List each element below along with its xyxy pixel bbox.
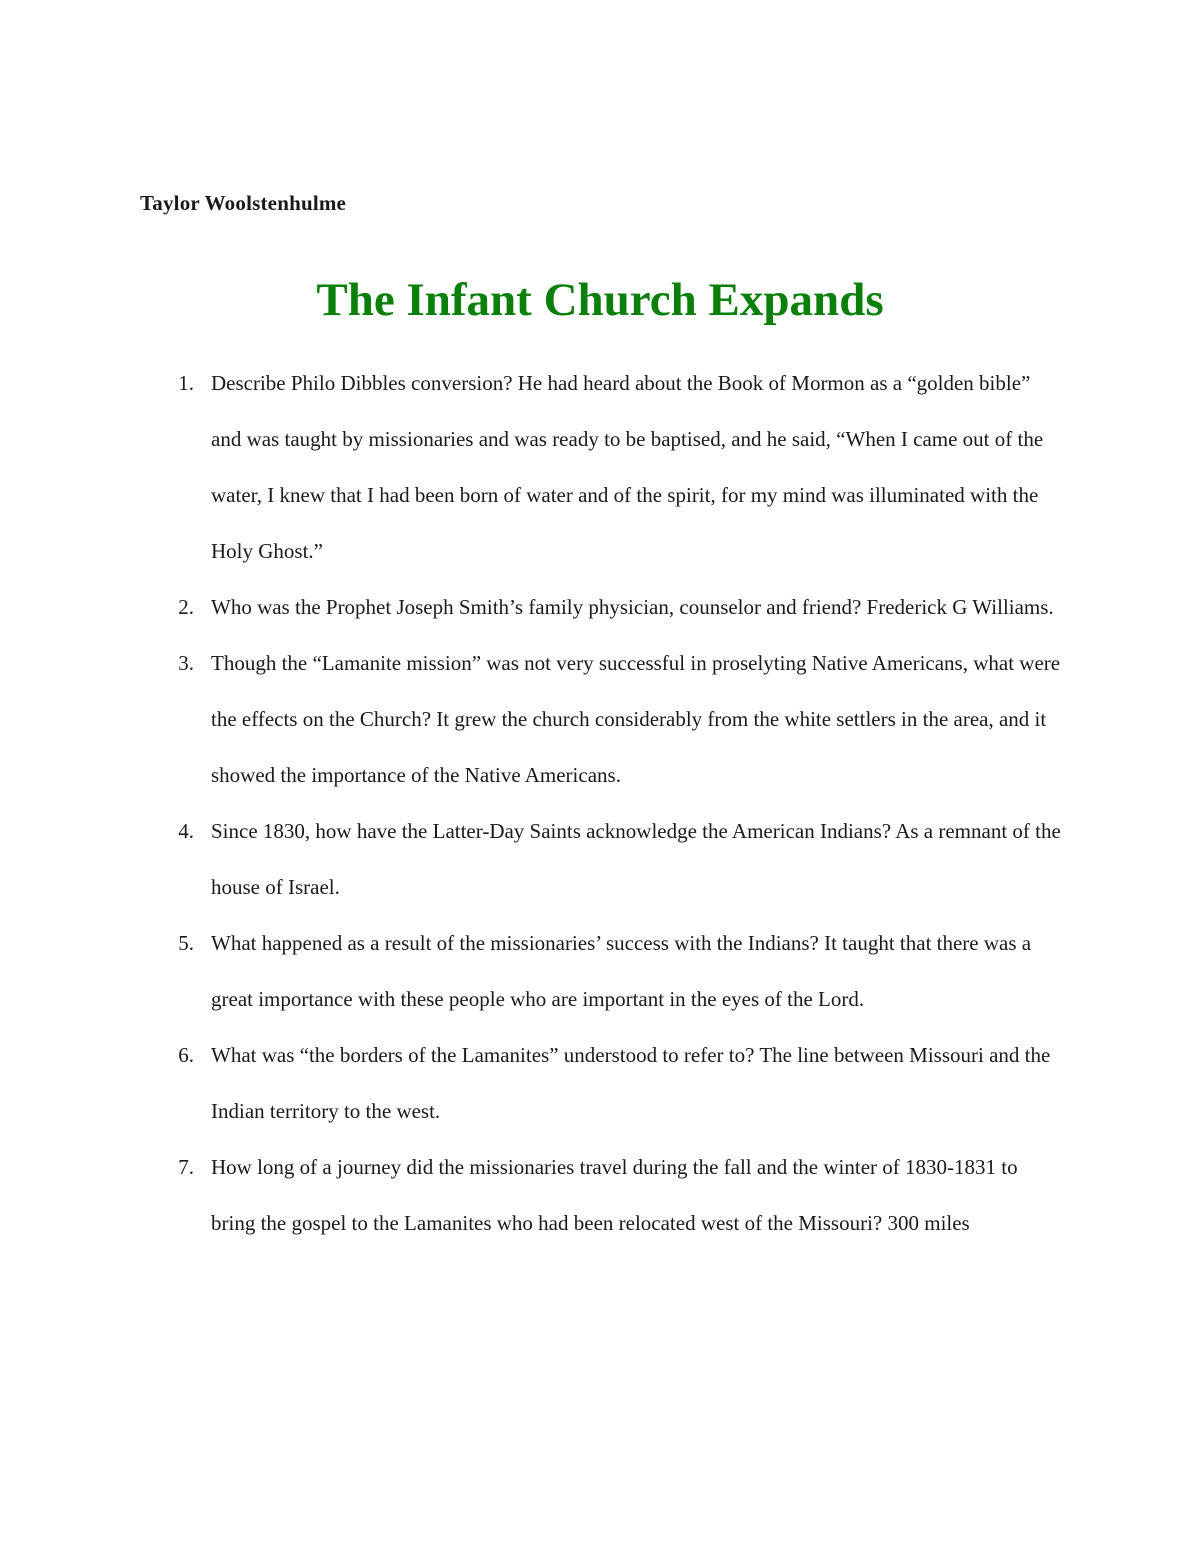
question-text: How long of a journey did the missionaries travel during the fall and the winter of 1830-1831 to bring the gospel to the Lamanites who had been relocated west of the Missouri? 300 miles [211,1155,1018,1235]
author-name: Taylor Woolstenhulme [140,191,347,215]
question-item-1 [0,355,1200,579]
question-text: Who was the Prophet Joseph Smith’s family physician, counselor and friend? Frederick G Williams. [211,595,1054,619]
question-number: 1. [178,371,194,395]
question-text: Since 1830, how have the Latter-Day Saints acknowledge the American Indians? As a remnant of the house of Israel. [211,819,1061,899]
question-item-5 [0,915,1200,1027]
question-number: 7. [178,1155,194,1179]
question-number: 6. [178,1043,194,1067]
question-text: Though the “Lamanite mission” was not very successful in proselyting Native Americans, what were the effects on the Church? It grew the church considerably from the white settlers in the area, and it showed the importance of the Native Americans. [211,651,1061,787]
question-number: 5. [178,931,194,955]
question-item-6 [0,1027,1200,1139]
question-text: What happened as a result of the missionaries’ success with the Indians? It taught that there was a great importance with these people who are important in the eyes of the Lord. [211,931,1032,1011]
question-item-4 [0,803,1200,915]
question-list [0,355,1200,1251]
question-number: 3. [178,651,194,675]
question-item-3 [0,635,1200,803]
question-item-2 [0,579,1200,635]
question-text: Describe Philo Dibbles conversion? He had heard about the Book of Mormon as a “golden bible” and was taught by missionaries and was ready to be baptised, and he said, “When I came out of the water, I knew that I had been born of water and of the spirit, for my mind was illuminated with the Holy Ghost.” [211,371,1044,563]
question-number: 4. [178,819,194,843]
question-text: What was “the borders of the Lamanites” understood to refer to? The line between Missouri and the Indian territory to the west. [211,1043,1051,1123]
question-item-7 [0,1139,1200,1251]
document-title: The Infant Church Expands [316,274,884,326]
question-number: 2. [178,595,194,619]
